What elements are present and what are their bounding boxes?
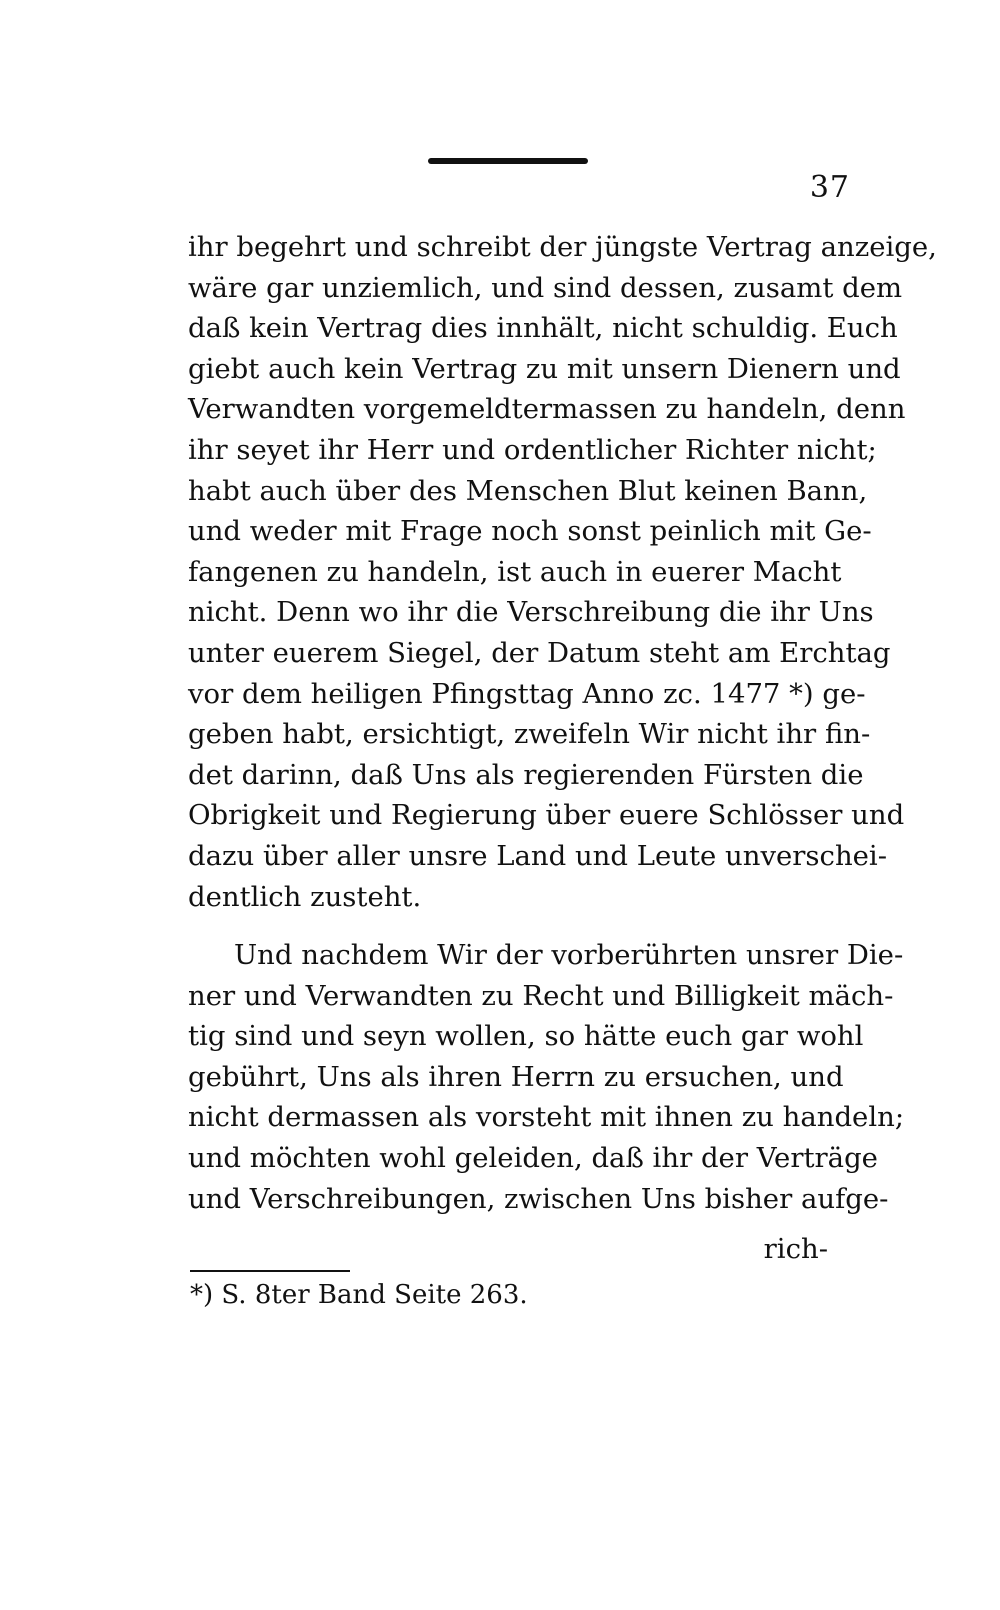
text-line: unter euerem Siegel, der Datum steht am Erchtag xyxy=(188,636,891,669)
catchword: rich- xyxy=(763,1233,828,1265)
header-rule xyxy=(428,158,588,164)
paragraph-1 xyxy=(188,227,937,917)
text-line: ihr seyet ihr Herr und ordentlicher Richter nicht; xyxy=(188,433,877,466)
text-line: dazu über aller unsre Land und Leute unverschei- xyxy=(188,839,888,872)
text-line: habt auch über des Menschen Blut keinen Bann, xyxy=(188,474,868,507)
text-line: giebt auch kein Vertrag zu mit unsern Dienern und xyxy=(188,352,901,385)
text-line: ner und Verwandten zu Recht und Billigkeit mäch- xyxy=(188,979,894,1012)
page-number: 37 xyxy=(809,170,850,205)
text-line: und Verschreibungen, zwischen Uns bisher aufge- xyxy=(188,1182,889,1215)
text-line: Verwandten vorgemeldtermassen zu handeln, denn xyxy=(188,393,906,426)
text-line: tig sind und seyn wollen, so hätte euch gar wohl xyxy=(188,1020,864,1053)
footnote: *) S. 8ter Band Seite 263. xyxy=(190,1280,528,1310)
text-line: geben habt, ersichtigt, zweifeln Wir nicht ihr fin- xyxy=(188,718,871,751)
text-line: det darinn, daß Uns als regierenden Fürsten die xyxy=(188,758,864,791)
text-line: Obrigkeit und Regierung über euere Schlösser und xyxy=(188,799,905,832)
text-line: fangenen zu handeln, ist auch in euerer Macht xyxy=(188,555,842,588)
text-line: ihr begehrt und schreibt der jüngste Vertrag anzeige, xyxy=(188,231,937,263)
text-line: vor dem heiligen Pfingsttag Anno zc. 1477 *) ge- xyxy=(188,677,866,710)
text-line: dentlich zusteht. xyxy=(188,880,422,913)
text-line: nicht. Denn wo ihr die Verschreibung die ihr Uns xyxy=(188,596,874,629)
footnote-rule xyxy=(190,1270,350,1272)
text-line: und möchten wohl geleiden, daß ihr der Verträge xyxy=(188,1141,878,1174)
text-line: und weder mit Frage noch sonst peinlich mit Ge- xyxy=(188,515,872,548)
paragraph-2 xyxy=(188,935,905,1219)
text-line: gebührt, Uns als ihren Herrn zu ersuchen, und xyxy=(188,1060,844,1093)
text-line: Und nachdem Wir der vorberührten unsrer Die- xyxy=(234,939,904,971)
text-line: wäre gar unziemlich, und sind dessen, zusamt dem xyxy=(188,271,903,304)
text-line: daß kein Vertrag dies innhält, nicht schuldig. Euch xyxy=(188,312,898,345)
text-line: nicht dermassen als vorsteht mit ihnen zu handeln; xyxy=(188,1101,905,1134)
